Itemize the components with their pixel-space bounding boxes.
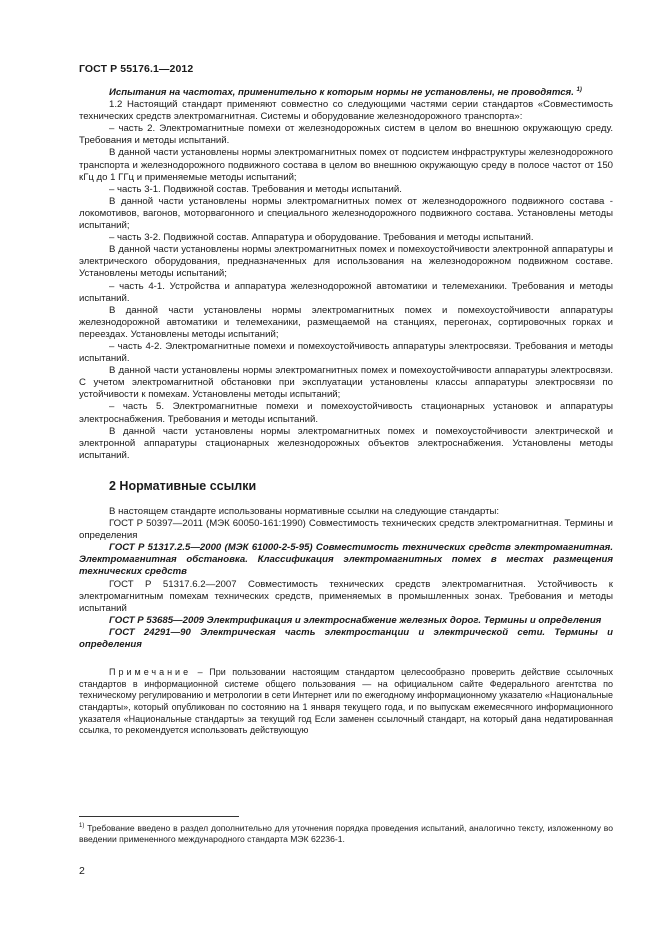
part-5-description: В данной части установлены нормы электромагнитных помех и помехоустойчивости электрической и электронной аппаратуры стационарных железнодорожных объектов электроснабжения. Установлены методы испытаний. xyxy=(79,425,613,461)
reference-gost-24291: ГОСТ 24291—90 Электрическая часть электростанции и электрической сети. Термины и определения xyxy=(79,626,613,651)
list-item-part-2: – часть 2. Электромагнитные помехи от железнодорожных систем в целом во внешнюю окружающую среду. Требования и методы испытаний. xyxy=(79,123,613,147)
list-item-part-4-2: – часть 4-2. Электромагнитные помехи и помехоустойчивость аппаратуры электросвязи. Требования и методы испытаний. xyxy=(79,340,613,365)
list-item-part-3-1: – часть 3-1. Подвижной состав. Требования и методы испытаний. xyxy=(109,183,402,195)
note xyxy=(79,667,613,737)
footnote xyxy=(79,823,613,845)
list-item-part-5: – часть 5. Электромагнитные помехи и помехоустойчивость стационарных установок и аппаратуры электроснабжения. Требования и методы испытаний. xyxy=(79,401,613,425)
page-number: 2 xyxy=(79,865,85,877)
clause-1-2: 1.2 Настоящий стандарт применяют совместно со следующими частями серии стандартов «Совместимость технических средств электромагнитная. Системы и оборудование железнодорожного транспорта»: xyxy=(79,99,613,123)
intro-tail-text: Испытания на частотах, применительно к которым нормы не установлены, не проводятся. xyxy=(109,87,574,98)
section-2-heading: 2 Нормативные ссылки xyxy=(109,478,257,493)
note-label: Примечание xyxy=(109,667,192,678)
document-header: ГОСТ Р 55176.1—2012 xyxy=(79,63,194,75)
document-body xyxy=(79,87,613,737)
footnote-ref: 1) xyxy=(576,86,582,93)
part-3-2-description: В данной части установлены нормы электромагнитных помех и помехоустойчивости электронной аппаратуры и электрического оборудования, предназначенных для использования на железнодорожном подвижном составе. Установлены методы испытаний; xyxy=(79,244,613,280)
footnote-text: Требование введено в раздел дополнительно для уточнения порядка проведения испытаний, аналогично тексту, изложенному во введении примененного международного стандарта МЭК 62236-1. xyxy=(79,823,613,845)
part-4-1-description: В данной части установлены нормы электромагнитных помех и помехоустойчивости аппаратуры железнодорожной автоматики и телемеханики, размещаемой на станциях, перегонах, сортировочных горках и переездах. Установлены методы испытаний; xyxy=(79,304,613,340)
list-item-part-3-2: – часть 3-2. Подвижной состав. Аппаратура и оборудование. Требования и методы испытаний. xyxy=(109,232,534,244)
intro-tail xyxy=(79,87,613,99)
section-2-lead: В настоящем стандарте использованы нормативные ссылки на следующие стандарты: xyxy=(109,506,500,517)
list-item-part-4-1: – часть 4-1. Устройства и аппаратура железнодорожной автоматики и телемеханики. Требования и методы испытаний. xyxy=(79,280,613,304)
part-2-description: В данной части установлены нормы электромагнитных помех от подсистем инфраструктуры железнодорожного транспорта и железнодорожного подвижного состава в целом во внешнюю окружающую среду в полосе частот от 150 кГц до 1 ГГц и применяемые методы испытаний; xyxy=(79,147,613,183)
part-3-1-description: В данной части установлены нормы электромагнитных помех от железнодорожного подвижного состава - локомотивов, вагонов, моторвагонного и специального железнодорожного подвижного состава. Установлены методы испытаний; xyxy=(79,195,613,232)
footnote-mark: 1) xyxy=(79,823,85,830)
reference-gost-51317-2-5: ГОСТ Р 51317.2.5—2000 (МЭК 61000-2-5-95) Совместимость технических средств электромагнитная. Электромагнитная обстановка. Классификация электромагнитных помех в местах размещения технических средств xyxy=(79,542,613,578)
reference-gost-51317-6-2: ГОСТ Р 51317.6.2—2007 Совместимость технических средств электромагнитная. Устойчивость к электромагнитным помехам технических средств, применяемых в промышленных зонах. Требования и методы испытаний xyxy=(79,578,613,614)
reference-gost-53685: ГОСТ Р 53685—2009 Электрификация и электроснабжение железных дорог. Термины и определения xyxy=(109,614,602,626)
note-text: – При пользовании настоящим стандартом целесообразно проверить действие ссылочных стандартов в информационной системе общего пользования — на официальном сайте Федерального агентства по техническому регулированию и метрологии в сети Интернет или по ежегодному информационному указателю «Национальные стандарты», который опубликован по состоянию на 1 января текущего года, и по выпускам ежемесячного информационного указателя «Национальные стандарты» за текущий год Если заменен ссылочный стандарт, на который дана недатированная ссылка, то рекомендуется использовать действующую xyxy=(79,667,613,736)
footnote-divider xyxy=(79,816,239,817)
reference-gost-50397: ГОСТ Р 50397—2011 (МЭК 60050-161:1990) Совместимость технических средств электромагнитная. Термины и определения xyxy=(79,518,613,542)
part-4-2-description: В данной части установлены нормы электромагнитных помех и помехоустойчивости аппаратуры электросвязи. С учетом электромагнитной обстановки при эксплуатации установлены классы аппаратуры электросвязи по устойчивости к помехам. Установлены методы испытаний; xyxy=(79,365,613,401)
